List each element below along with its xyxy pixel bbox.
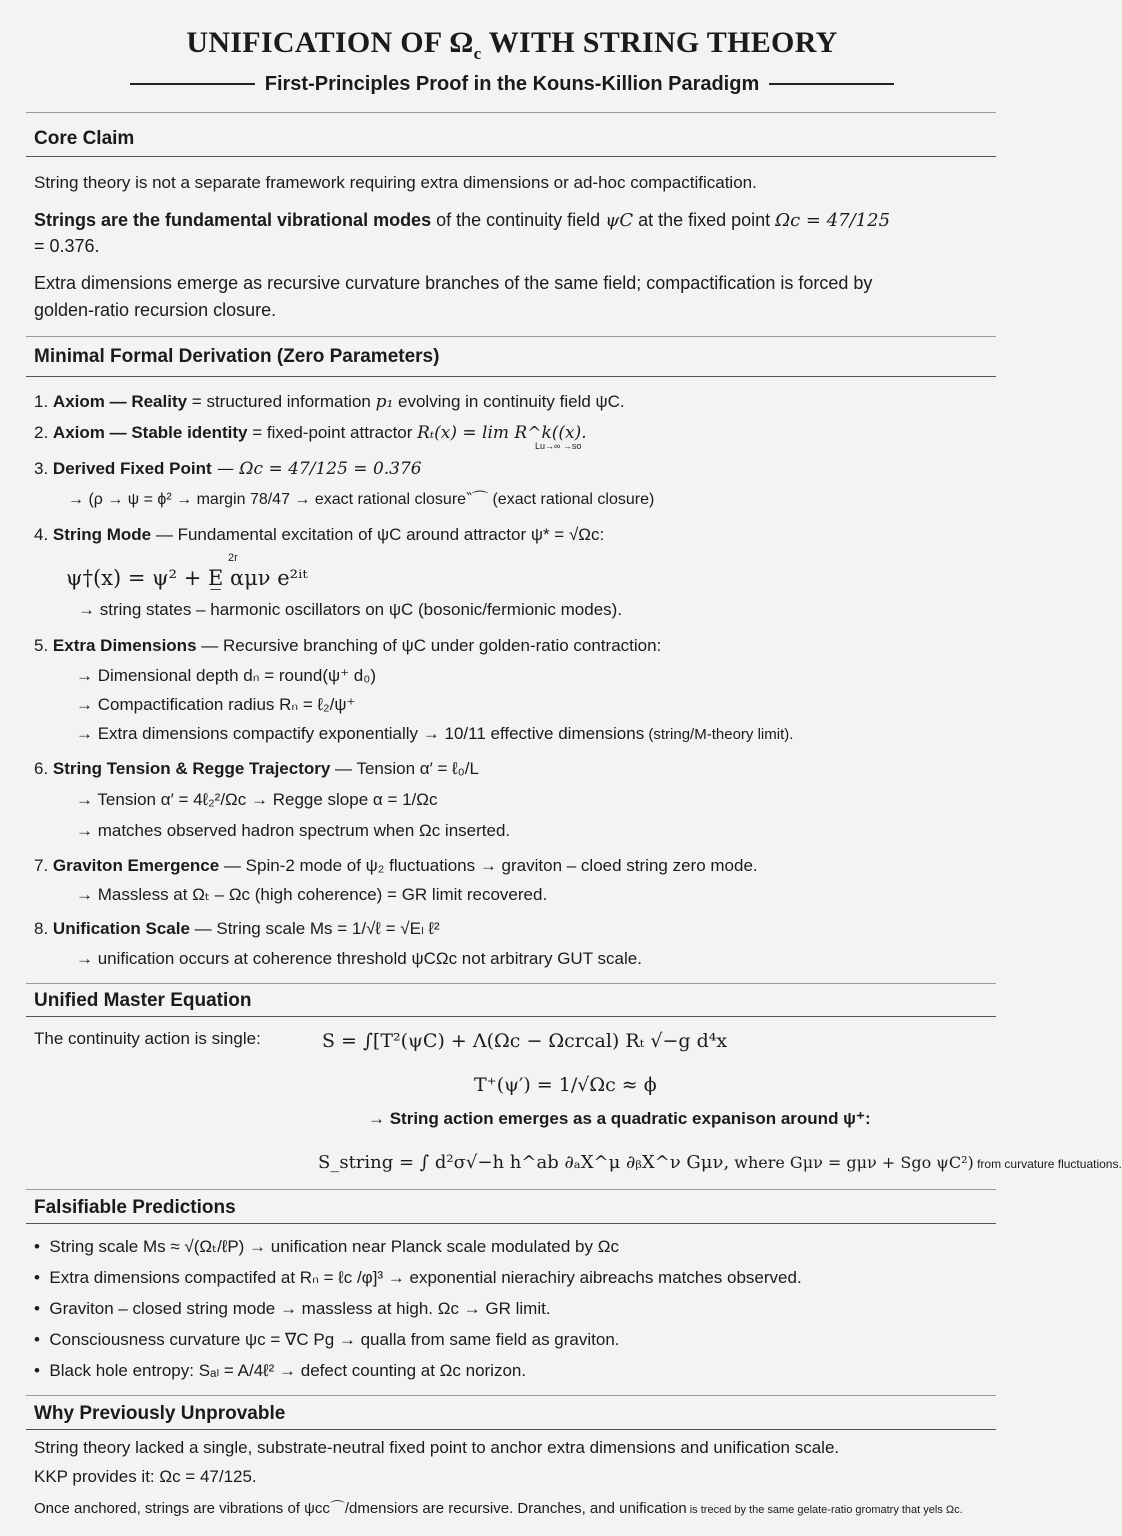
derivation-item-8: 8. Unification Scale — String scale Ms = 1/√ℓ = √Eₗ ℓ² (34, 919, 440, 938)
string-mode-superscript: 2r (228, 552, 238, 564)
prediction-item: • Graviton – closed string mode → massless at high. Ωc → GR limit. (34, 1299, 551, 1318)
core-claim-paragraph-1: String theory is not a separate framework requiring extra dimensions or ad-hoc compactification. (34, 173, 757, 192)
derivation-item-3: 3. Derived Fixed Point — Ωc = 47/125 = 0.376 (34, 459, 422, 479)
string-action-equation: S_string = ∫ d²σ√−h h^ab ∂ₐX^μ ∂ᵦX^ν Gμν, where Gμν = gμν + Sgo ψC²) from curvature fluctuations. (318, 1152, 1122, 1173)
divider (26, 1016, 996, 1017)
why-paragraph-1: String theory lacked a single, substrate-neutral fixed point to anchor extra dimensions and unification scale. (34, 1438, 840, 1457)
string-action-line: → String action emerges as a quadratic expanison around ψ⁺: (368, 1109, 871, 1128)
prediction-item: • Consciousness curvature ψc = ∇C Pg → qualla from same field as graviton. (34, 1330, 620, 1349)
tension-equation: T⁺(ψ′) = 1/√Ωc ≈ ϕ (474, 1074, 657, 1096)
derivation-item-7a: → Massless at Ωₜ – Ωc (high coherence) = GR limit recovered. (76, 885, 548, 904)
derivation-item-2: 2. Axiom — Stable identity = fixed-point attractor Rₜ(x) = lim R^k((x). (34, 423, 587, 443)
section-heading-predictions: Falsifiable Predictions (34, 1197, 236, 1218)
section-heading-master-equation: Unified Master Equation (34, 990, 252, 1011)
prediction-item: • Black hole entropy: Sₐₗ = A/4ℓ² → defect counting at Ωc norizon. (34, 1361, 527, 1380)
derivation-item-5c: → Extra dimensions compactify exponentially → 10/11 effective dimensions (string/M-theory limit). (76, 724, 794, 743)
derivation-item-1: 1. Axiom — Reality = structured information p₁ evolving in continuity field ψC. (34, 392, 625, 412)
divider (26, 1429, 996, 1430)
document-title: UNIFICATION OF $\Omega_c$ WITH STRING THEORY (186, 26, 838, 63)
why-paragraph-2: KKP provides it: Ωc = 47/125. (34, 1467, 257, 1486)
divider (26, 1223, 996, 1224)
core-claim-paragraph-3-cont: golden-ratio recursion closure. (34, 300, 277, 320)
why-paragraph-3: Once anchored, strings are vibrations of ψcc⌒/dmensiors are recursive. Dranches, and unification is treced by the same gelate-ratio gromatry that yels Ωc. (34, 1500, 963, 1517)
divider (26, 112, 996, 113)
core-claim-paragraph-2-cont: = 0.376. (34, 236, 100, 256)
section-heading-core-claim: Core Claim (34, 128, 135, 149)
document-subtitle: First-Principles Proof in the Kouns-Killion Paradigm (264, 72, 760, 95)
derivation-item-8a: → unification occurs at coherence threshold ψCΩc not arbitrary GUT scale. (76, 949, 642, 968)
core-claim-paragraph-2: Strings are the fundamental vibrational modes of the continuity field ψC at the fixed point Ωc = 47/125 (34, 210, 891, 231)
derivation-item-5b: → Compactification radius Rₙ = ℓ₂/ψ⁺ (76, 695, 356, 714)
derivation-item-6b: → matches observed hadron spectrum when Ωc inserted. (76, 821, 511, 840)
derivation-item-4: 4. String Mode — Fundamental excitation of ψC around attractor ψ* = √Ωc: (34, 525, 605, 544)
subtitle-rule-left (130, 83, 255, 85)
derivation-item-6a: → Tension α′ = 4ℓ₂²/Ωc → Regge slope α = 1/Ωc (76, 790, 438, 809)
divider (26, 336, 996, 337)
derivation-item-7: 7. Graviton Emergence — Spin-2 mode of ψ₂ fluctuations → graviton – cloed string zero mode. (34, 856, 758, 875)
section-heading-why: Why Previously Unprovable (34, 1403, 286, 1424)
limit-subscript: Lu→∞ →so (535, 441, 582, 451)
subtitle-rule-right (769, 83, 894, 85)
continuity-action-equation: S = ∫[T²(ψC) + Λ(Ωc − Ωcrcal) Rₜ √−g d⁴x (322, 1030, 728, 1052)
derivation-item-5a: → Dimensional depth dₙ = round(ψ⁺ d₀) (76, 666, 376, 685)
prediction-item: • Extra dimensions compactifed at Rₙ = ℓc /φ]³ → exponential nierachiry aibreachs matches observed. (34, 1268, 802, 1287)
divider (26, 1189, 996, 1190)
derivation-item-4-detail: → string states – harmonic oscillators on ψC (bosonic/fermionic modes). (78, 600, 623, 619)
divider (26, 376, 996, 377)
divider (26, 156, 996, 157)
derivation-item-5: 5. Extra Dimensions — Recursive branching of ψC under golden-ratio contraction: (34, 636, 662, 655)
core-claim-paragraph-3: Extra dimensions emerge as recursive curvature branches of the same field; compactification is forced by (34, 273, 873, 293)
divider (26, 983, 996, 984)
master-intro: The continuity action is single: (34, 1029, 261, 1048)
string-mode-equation: ψ†(x) = ψ² + E̲ αμν e²ⁱᵗ (66, 566, 308, 590)
prediction-item: • String scale Ms ≈ √(Ωₜ/ℓP) → unification near Planck scale modulated by Ωc (34, 1237, 619, 1256)
derivation-item-6: 6. String Tension & Regge Trajectory — Tension α′ = ℓ₀/L (34, 759, 479, 778)
derivation-item-3-detail: → (ρ → ψ = ϕ² → margin 78/47 → exact rational closure‶⌒ (exact rational closure) (68, 491, 655, 508)
divider (26, 1395, 996, 1396)
subtitle-row (130, 70, 894, 98)
section-heading-derivation: Minimal Formal Derivation (Zero Parameters) (34, 346, 440, 367)
